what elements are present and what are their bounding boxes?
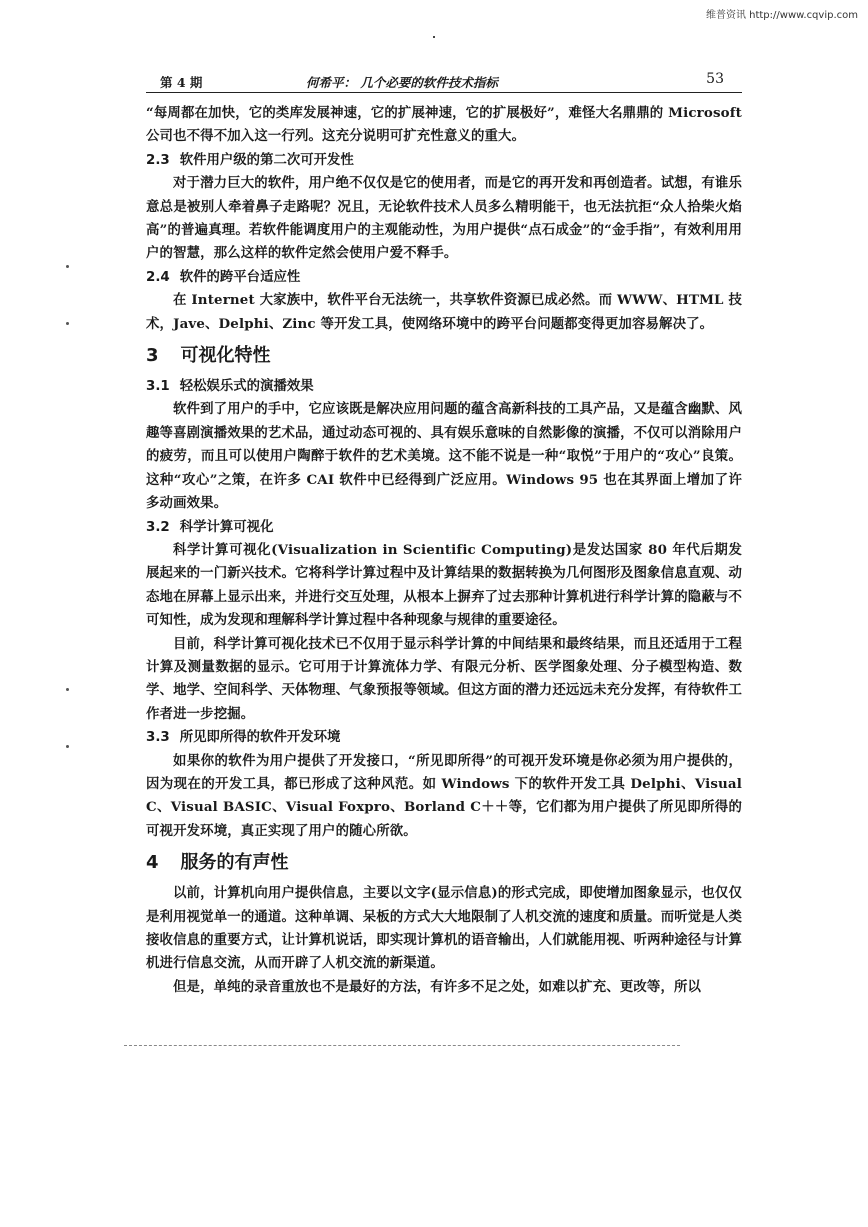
paragraph: 以前，计算机向用户提供信息，主要以文字(显示信息)的形式完成，即使增加图象显示，也仅仅是利用视觉单一的通道。这种单调、呆板的方式大大地限制了人机交流的速度和质量。而听觉是人类接收信息的重要方式，让计算机说话，即实现计算机的语音输出，人们就能用视、听两种途径与计算机进行信息交流，从而开辟了人机交流的新渠道。 — [146, 885, 742, 972]
running-header — [146, 70, 742, 93]
paragraph: “每周都在加快，它的类库发展神速，它的扩展神速，它的扩展极好”，难怪大名鼎鼎的 Microsoft 公司也不得不加入这一行列。这充分说明可扩充性意义的重大。 — [146, 105, 742, 145]
paragraph: 在 Internet 大家族中，软件平台无法统一，共享软件资源已成必然。而 WWW、HTML 技术，Jave、Delphi、Zinc 等开发工具，使网络环境中的跨平台问题都变得更加容易解决了。 — [146, 292, 742, 332]
scan-speck — [66, 688, 69, 691]
section-heading-3-3: 3.3 所见即所得的软件开发环境 — [146, 730, 341, 746]
watermark: 维普资讯 http://www.cqvip.com — [705, 10, 858, 21]
scan-speck — [66, 322, 69, 325]
running-title: 何希平： 几个必要的软件技术指标 — [306, 75, 498, 90]
scan-speck — [66, 745, 69, 748]
paragraph: 科学计算可视化(Visualization in Scientific Computing)是发达国家 80 年代后期发展起来的一门新兴技术。它将科学计算过程中及计算结果的数据转换为几何图形及图象信息直观、动态地在屏幕上显示出来，并进行交互处理，从根本上摒弃了过去那种计算机进行科学计算的隐蔽与不可知性，成为发现和理解科学计算过程中各种现象与规律的重要途径。 — [146, 541, 742, 629]
section-heading-2-4: 2.4 软件的跨平台适应性 — [146, 269, 301, 285]
footer-rule — [124, 1045, 680, 1046]
article-body — [146, 102, 742, 999]
paragraph: 对于潜力巨大的软件，用户绝不仅仅是它的使用者，而是它的再开发和再创造者。试想，有谁乐意总是被别人牵着鼻子走路呢？况且，无论软件技术人员多么精明能干，也无法抗拒“众人拾柴火焰高”的普遍真理。若软件能调度用户的主观能动性，为用户提供“点石成金”的“金手指”，有效利用用户的智慧，那么这样的软件定然会使用户爱不释手。 — [146, 175, 742, 262]
scan-speck — [66, 265, 69, 268]
section-heading-3: 3 可视化特性 — [146, 345, 271, 367]
paragraph: 软件到了用户的手中，它应该既是解决应用问题的蕴含高新科技的工具产品，又是蕴含幽默、风趣等喜剧演播效果的艺术品，通过动态可视的、具有娱乐意味的自然影像的演播，不仅可以消除用户的疲劳，而且可以使用户陶醉于软件的艺术美境。这不能不说是一种“取悦”于用户的“攻心”良策。这种“攻心”之策，在许多 CAI 软件中已经得到广泛应用。Windows 95 也在其界面上增加了许多动画效果。 — [146, 401, 742, 512]
issue-label: 第 4 期 — [160, 75, 203, 90]
paragraph: 目前，科学计算可视化技术已不仅用于显示科学计算的中间结果和最终结果，而且还适用于工程计算及测量数据的显示。它可用于计算流体力学、有限元分析、医学图象处理、分子模型构造、数学、地学、空间科学、天体物理、气象预报等领域。但这方面的潜力还远远未充分发挥，有待软件工作者进一步挖掘。 — [146, 635, 742, 722]
section-heading-3-1: 3.1 轻松娱乐式的演播效果 — [146, 379, 314, 395]
paragraph: 如果你的软件为用户提供了开发接口，“所见即所得”的可视开发环境是你必须为用户提供的，因为现在的开发工具，都已形成了这种风范。如 Windows 下的软件开发工具 Delphi、Visual C、Visual BASIC、Visual Foxpro、Borland C＋＋等，它们都为用户提供了所见即所得的可视开发环境，真正实现了用户的随心所欲。 — [146, 752, 742, 839]
page-number: 53 — [706, 71, 724, 87]
scan-speck — [433, 36, 435, 38]
section-heading-3-2: 3.2 科学计算可视化 — [146, 519, 274, 535]
section-heading-2-3: 2.3 软件用户级的第二次可开发性 — [146, 152, 354, 168]
paragraph: 但是，单纯的录音重放也不是最好的方法，有许多不足之处，如难以扩充、更改等，所以 — [173, 978, 702, 995]
section-heading-4: 4 服务的有声性 — [146, 852, 289, 874]
